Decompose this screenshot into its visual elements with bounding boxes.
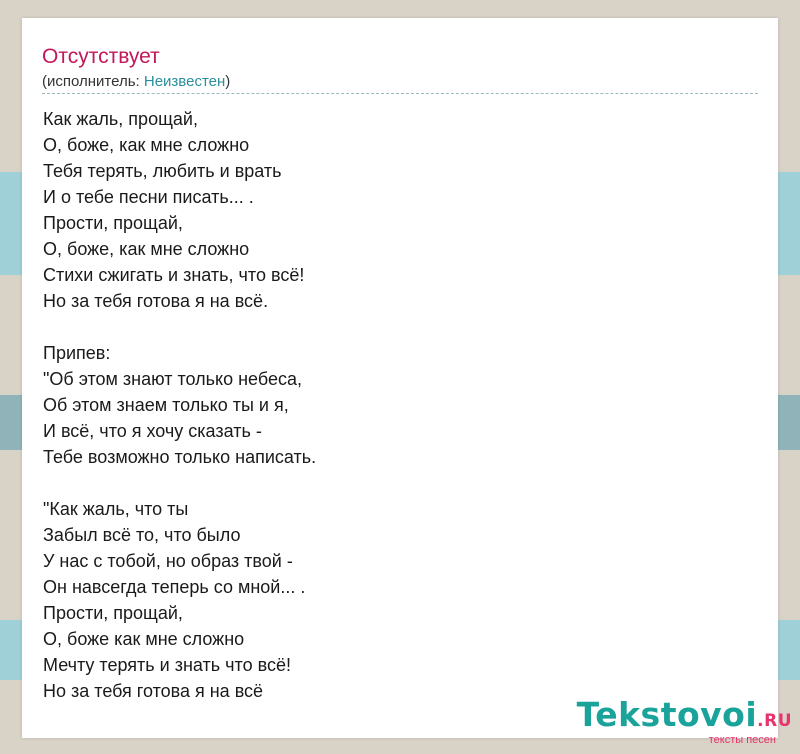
logo-domain: .RU [757, 711, 792, 731]
lyric-line: Припев: [43, 343, 111, 363]
lyric-line: О, боже, как мне сложно [43, 239, 250, 259]
lyric-line [43, 314, 316, 340]
lyric-line: Тебя терять, любить и врать [43, 161, 282, 181]
lyric-line: Но за тебя готова я на всё. [43, 291, 269, 311]
lyric-line: Мечту терять и знать что всё! [43, 655, 291, 675]
lyrics-text [43, 106, 316, 704]
lyrics-card [22, 18, 778, 738]
lyric-line: О, боже как мне сложно [43, 629, 245, 649]
lyric-line: И о тебе песни писать... . [43, 187, 254, 207]
lyric-line: И всё, что я хочу сказать - [43, 421, 262, 441]
title-divider [42, 93, 758, 94]
lyric-line: Стихи сжигать и знать, что всё! [43, 265, 305, 285]
artist-suffix: ) [225, 73, 231, 90]
lyric-line: Как жаль, прощай, [43, 109, 198, 129]
lyric-line: У нас с тобой, но образ твой - [43, 551, 293, 571]
lyric-line: О, боже, как мне сложно [43, 135, 250, 155]
logo-wordmark: Tekstovoi [576, 695, 758, 734]
lyric-line: Он навсегда теперь со мной... . [43, 577, 306, 597]
artist-prefix: (исполнитель: [42, 73, 144, 90]
logo-subtitle: тексты песен [708, 734, 776, 746]
lyric-line: "Как жаль, что ты [43, 499, 189, 519]
artist-link[interactable]: Неизвестен [143, 73, 226, 90]
lyric-line: Тебе возможно только написать. [43, 447, 317, 467]
song-title: Отсутствует [42, 45, 160, 68]
lyric-line: Прости, прощай, [43, 213, 183, 233]
lyric-line: Об этом знаем только ты и я, [43, 395, 289, 415]
artist-line [42, 73, 230, 91]
lyric-line: Забыл всё то, что было [43, 525, 241, 545]
lyric-line: Прости, прощай, [43, 603, 183, 623]
lyric-line [43, 470, 316, 496]
lyric-line: "Об этом знают только небеса, [43, 369, 302, 389]
site-logo[interactable] [576, 695, 792, 746]
lyric-line: Но за тебя готова я на всё [43, 681, 264, 701]
